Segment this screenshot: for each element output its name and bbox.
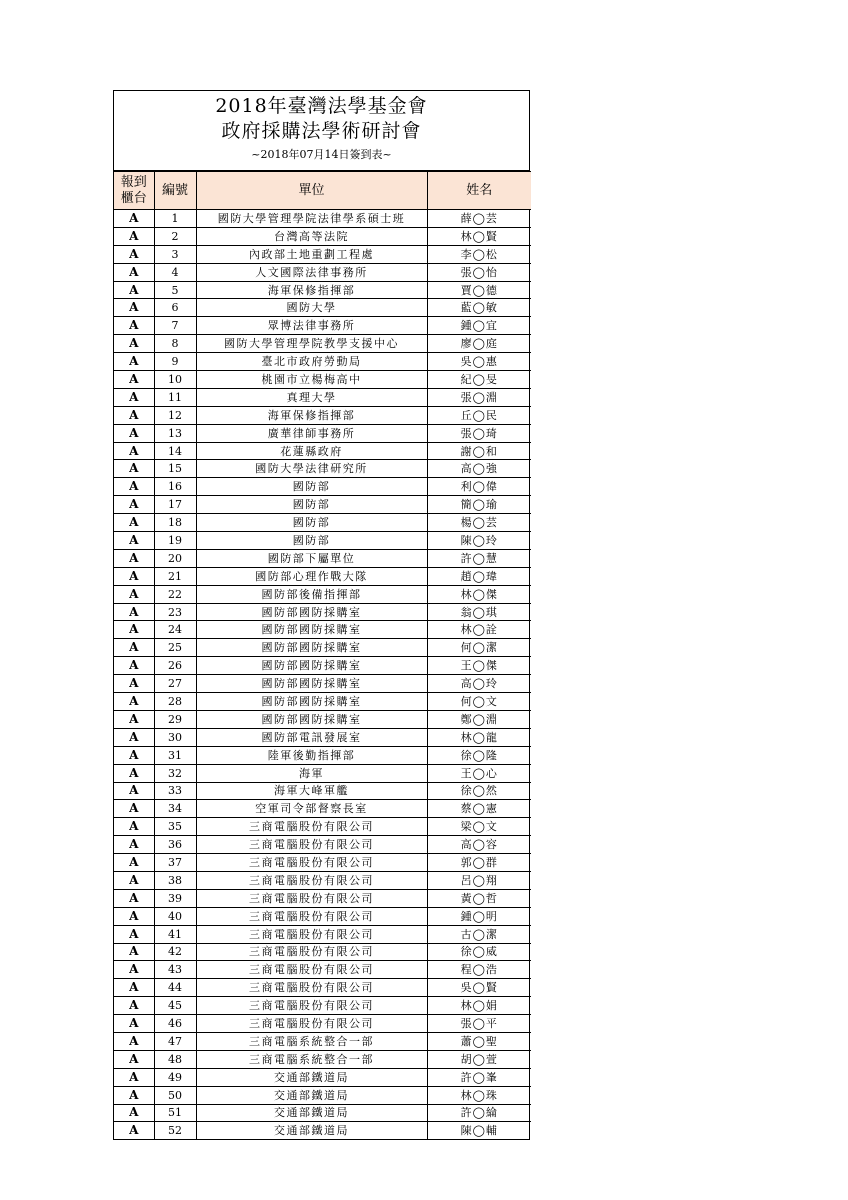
number-cell: 38 — [154, 871, 196, 889]
unit-cell: 廣華律師事務所 — [196, 424, 427, 442]
name-cell: 張◯淵 — [427, 388, 531, 406]
table-row — [114, 907, 531, 925]
table-row — [114, 263, 531, 281]
name-cell: 古◯潔 — [427, 925, 531, 943]
name-cell: 鄭◯淵 — [427, 710, 531, 728]
unit-cell: 國防部電訊發展室 — [196, 728, 427, 746]
table-row — [114, 746, 531, 764]
number-cell: 6 — [154, 299, 196, 317]
unit-cell: 三商電腦股份有限公司 — [196, 925, 427, 943]
unit-cell: 三商電腦股份有限公司 — [196, 943, 427, 961]
table-row — [114, 710, 531, 728]
table-row — [114, 1086, 531, 1104]
unit-cell: 交通部鐵道局 — [196, 1104, 427, 1122]
table-row — [114, 693, 531, 711]
unit-cell: 三商電腦股份有限公司 — [196, 997, 427, 1015]
number-cell: 41 — [154, 925, 196, 943]
name-cell: 高◯玲 — [427, 675, 531, 693]
counter-cell: A — [114, 442, 154, 460]
number-cell: 19 — [154, 532, 196, 550]
counter-cell: A — [114, 585, 154, 603]
number-cell: 30 — [154, 728, 196, 746]
table-row — [114, 567, 531, 585]
unit-cell: 國防部國防採購室 — [196, 621, 427, 639]
unit-cell: 國防大學管理學院法律學系碩士班 — [196, 210, 427, 228]
counter-cell: A — [114, 460, 154, 478]
table-row — [114, 460, 531, 478]
number-cell: 26 — [154, 657, 196, 675]
number-cell: 3 — [154, 245, 196, 263]
number-cell: 10 — [154, 371, 196, 389]
number-cell: 13 — [154, 424, 196, 442]
counter-cell: A — [114, 496, 154, 514]
counter-cell: A — [114, 800, 154, 818]
counter-cell: A — [114, 782, 154, 800]
number-cell: 14 — [154, 442, 196, 460]
unit-cell: 三商電腦股份有限公司 — [196, 979, 427, 997]
number-cell: 45 — [154, 997, 196, 1015]
unit-cell: 交通部鐵道局 — [196, 1086, 427, 1104]
unit-cell: 交通部鐵道局 — [196, 1122, 427, 1139]
counter-cell: A — [114, 1104, 154, 1122]
name-cell: 蕭◯聖 — [427, 1032, 531, 1050]
counter-cell: A — [114, 388, 154, 406]
table-row — [114, 1122, 531, 1139]
name-cell: 高◯強 — [427, 460, 531, 478]
number-cell: 50 — [154, 1086, 196, 1104]
table-row — [114, 1104, 531, 1122]
unit-cell: 空軍司令部督察長室 — [196, 800, 427, 818]
counter-cell: A — [114, 764, 154, 782]
name-cell: 楊◯芸 — [427, 514, 531, 532]
counter-cell: A — [114, 871, 154, 889]
number-cell: 37 — [154, 854, 196, 872]
counter-cell: A — [114, 1050, 154, 1068]
number-cell: 40 — [154, 907, 196, 925]
counter-cell: A — [114, 675, 154, 693]
number-cell: 24 — [154, 621, 196, 639]
table-row — [114, 496, 531, 514]
table-row — [114, 854, 531, 872]
name-cell: 鍾◯明 — [427, 907, 531, 925]
name-cell: 胡◯萱 — [427, 1050, 531, 1068]
unit-cell: 國防部國防採購室 — [196, 639, 427, 657]
unit-cell: 桃園市立楊梅高中 — [196, 371, 427, 389]
number-cell: 28 — [154, 693, 196, 711]
counter-cell: A — [114, 907, 154, 925]
table-row — [114, 657, 531, 675]
number-cell: 46 — [154, 1015, 196, 1033]
name-cell: 呂◯翔 — [427, 871, 531, 889]
table-row — [114, 836, 531, 854]
unit-cell: 交通部鐵道局 — [196, 1068, 427, 1086]
number-cell: 49 — [154, 1068, 196, 1086]
table-row — [114, 281, 531, 299]
number-cell: 39 — [154, 889, 196, 907]
unit-cell: 陸軍後勤指揮部 — [196, 746, 427, 764]
unit-cell: 三商電腦系統整合一部 — [196, 1050, 427, 1068]
counter-cell: A — [114, 1015, 154, 1033]
counter-cell: A — [114, 299, 154, 317]
table-row — [114, 675, 531, 693]
number-cell: 8 — [154, 335, 196, 353]
number-cell: 23 — [154, 603, 196, 621]
counter-cell: A — [114, 854, 154, 872]
name-cell: 吳◯惠 — [427, 353, 531, 371]
title-line-2: 政府採購法學術研討會 — [221, 120, 422, 142]
name-cell: 鍾◯宜 — [427, 317, 531, 335]
unit-cell: 國防部國防採購室 — [196, 603, 427, 621]
counter-cell: A — [114, 836, 154, 854]
number-cell: 32 — [154, 764, 196, 782]
number-cell: 52 — [154, 1122, 196, 1139]
table-row — [114, 442, 531, 460]
unit-cell: 三商電腦股份有限公司 — [196, 961, 427, 979]
number-cell: 21 — [154, 567, 196, 585]
name-cell: 紀◯旻 — [427, 371, 531, 389]
number-cell: 47 — [154, 1032, 196, 1050]
number-cell: 15 — [154, 460, 196, 478]
unit-cell: 三商電腦股份有限公司 — [196, 889, 427, 907]
number-cell: 35 — [154, 818, 196, 836]
name-cell: 張◯琦 — [427, 424, 531, 442]
number-cell: 18 — [154, 514, 196, 532]
name-cell: 何◯文 — [427, 693, 531, 711]
name-cell: 陳◯輔 — [427, 1122, 531, 1139]
name-cell: 廖◯庭 — [427, 335, 531, 353]
unit-cell: 國防部國防採購室 — [196, 675, 427, 693]
table-row — [114, 1068, 531, 1086]
name-cell: 賈◯德 — [427, 281, 531, 299]
name-cell: 王◯心 — [427, 764, 531, 782]
subtitle: ~2018年07月14日簽到表~ — [251, 148, 392, 161]
unit-cell: 國防大學 — [196, 299, 427, 317]
number-cell: 1 — [154, 210, 196, 228]
counter-cell: A — [114, 263, 154, 281]
number-cell: 51 — [154, 1104, 196, 1122]
counter-cell: A — [114, 979, 154, 997]
unit-cell: 三商電腦股份有限公司 — [196, 818, 427, 836]
name-cell: 許◯慧 — [427, 549, 531, 567]
counter-cell: A — [114, 621, 154, 639]
name-cell: 藍◯敏 — [427, 299, 531, 317]
number-cell: 2 — [154, 227, 196, 245]
counter-cell: A — [114, 424, 154, 442]
number-cell: 31 — [154, 746, 196, 764]
table-row — [114, 639, 531, 657]
title-line-1: 2018年臺灣法學基金會 — [215, 95, 428, 117]
table-row — [114, 818, 531, 836]
counter-cell: A — [114, 1068, 154, 1086]
sign-in-sheet — [113, 90, 530, 1140]
name-cell: 徐◯隆 — [427, 746, 531, 764]
unit-cell: 國防部國防採購室 — [196, 657, 427, 675]
unit-cell: 三商電腦股份有限公司 — [196, 854, 427, 872]
name-cell: 簡◯瑜 — [427, 496, 531, 514]
name-cell: 張◯平 — [427, 1015, 531, 1033]
table-row — [114, 299, 531, 317]
name-cell: 陳◯玲 — [427, 532, 531, 550]
table-row — [114, 514, 531, 532]
name-cell: 林◯賢 — [427, 227, 531, 245]
table-row — [114, 728, 531, 746]
table-row — [114, 997, 531, 1015]
counter-cell: A — [114, 335, 154, 353]
unit-cell: 國防部 — [196, 478, 427, 496]
counter-cell: A — [114, 639, 154, 657]
counter-cell: A — [114, 693, 154, 711]
header-name: 姓名 — [427, 172, 531, 210]
number-cell: 44 — [154, 979, 196, 997]
unit-cell: 國防部 — [196, 514, 427, 532]
counter-cell: A — [114, 353, 154, 371]
table-row — [114, 943, 531, 961]
number-cell: 43 — [154, 961, 196, 979]
unit-cell: 國防部 — [196, 532, 427, 550]
table-row — [114, 1032, 531, 1050]
counter-cell: A — [114, 1122, 154, 1139]
name-cell: 許◯綸 — [427, 1104, 531, 1122]
table-row — [114, 388, 531, 406]
name-cell: 利◯偉 — [427, 478, 531, 496]
name-cell: 林◯傑 — [427, 585, 531, 603]
name-cell: 許◯峯 — [427, 1068, 531, 1086]
number-cell: 25 — [154, 639, 196, 657]
unit-cell: 眾博法律事務所 — [196, 317, 427, 335]
counter-cell: A — [114, 514, 154, 532]
unit-cell: 三商電腦股份有限公司 — [196, 836, 427, 854]
table-row — [114, 764, 531, 782]
counter-cell: A — [114, 728, 154, 746]
name-cell: 林◯珠 — [427, 1086, 531, 1104]
header-row — [114, 172, 531, 210]
number-cell: 22 — [154, 585, 196, 603]
name-cell: 張◯怡 — [427, 263, 531, 281]
table-row — [114, 549, 531, 567]
unit-cell: 海軍保修指揮部 — [196, 281, 427, 299]
unit-cell: 花蓮縣政府 — [196, 442, 427, 460]
unit-cell: 海軍保修指揮部 — [196, 406, 427, 424]
table-row — [114, 979, 531, 997]
counter-cell: A — [114, 925, 154, 943]
counter-cell: A — [114, 227, 154, 245]
number-cell: 17 — [154, 496, 196, 514]
header-counter: 報到 櫃台 — [114, 172, 154, 210]
unit-cell: 人文國際法律事務所 — [196, 263, 427, 281]
counter-cell: A — [114, 567, 154, 585]
table-row — [114, 227, 531, 245]
name-cell: 趙◯瑋 — [427, 567, 531, 585]
name-cell: 蔡◯憲 — [427, 800, 531, 818]
counter-cell: A — [114, 1086, 154, 1104]
name-cell: 徐◯威 — [427, 943, 531, 961]
counter-cell: A — [114, 961, 154, 979]
table-row — [114, 621, 531, 639]
counter-cell: A — [114, 943, 154, 961]
name-cell: 何◯潔 — [427, 639, 531, 657]
table-row — [114, 961, 531, 979]
unit-cell: 海軍大峰軍艦 — [196, 782, 427, 800]
table-row — [114, 871, 531, 889]
name-cell: 林◯娟 — [427, 997, 531, 1015]
unit-cell: 台灣高等法院 — [196, 227, 427, 245]
number-cell: 4 — [154, 263, 196, 281]
table-row — [114, 406, 531, 424]
unit-cell: 國防部後備指揮部 — [196, 585, 427, 603]
table-row — [114, 782, 531, 800]
number-cell: 29 — [154, 710, 196, 728]
unit-cell: 內政部土地重劃工程處 — [196, 245, 427, 263]
unit-cell: 國防部 — [196, 496, 427, 514]
unit-cell: 三商電腦股份有限公司 — [196, 871, 427, 889]
name-cell: 徐◯然 — [427, 782, 531, 800]
counter-cell: A — [114, 281, 154, 299]
counter-cell: A — [114, 406, 154, 424]
number-cell: 5 — [154, 281, 196, 299]
number-cell: 36 — [154, 836, 196, 854]
number-cell: 11 — [154, 388, 196, 406]
unit-cell: 國防大學法律研究所 — [196, 460, 427, 478]
unit-cell: 三商電腦股份有限公司 — [196, 907, 427, 925]
title-block — [114, 91, 529, 171]
name-cell: 黃◯哲 — [427, 889, 531, 907]
name-cell: 程◯浩 — [427, 961, 531, 979]
unit-cell: 國防部國防採購室 — [196, 693, 427, 711]
name-cell: 林◯詮 — [427, 621, 531, 639]
table-row — [114, 424, 531, 442]
table-row — [114, 335, 531, 353]
name-cell: 薛◯芸 — [427, 210, 531, 228]
table-row — [114, 532, 531, 550]
number-cell: 12 — [154, 406, 196, 424]
name-cell: 謝◯和 — [427, 442, 531, 460]
counter-cell: A — [114, 889, 154, 907]
header-number: 編號 — [154, 172, 196, 210]
number-cell: 16 — [154, 478, 196, 496]
name-cell: 李◯松 — [427, 245, 531, 263]
header-unit: 單位 — [196, 172, 427, 210]
counter-cell: A — [114, 549, 154, 567]
number-cell: 27 — [154, 675, 196, 693]
table-row — [114, 1050, 531, 1068]
table-row — [114, 603, 531, 621]
sign-in-table — [114, 171, 531, 1139]
unit-cell: 三商電腦股份有限公司 — [196, 1015, 427, 1033]
counter-cell: A — [114, 1032, 154, 1050]
counter-cell: A — [114, 371, 154, 389]
table-row — [114, 210, 531, 228]
counter-cell: A — [114, 997, 154, 1015]
unit-cell: 臺北市政府勞動局 — [196, 353, 427, 371]
table-row — [114, 889, 531, 907]
table-row — [114, 317, 531, 335]
table-row — [114, 353, 531, 371]
number-cell: 33 — [154, 782, 196, 800]
unit-cell: 海軍 — [196, 764, 427, 782]
name-cell: 王◯傑 — [427, 657, 531, 675]
counter-cell: A — [114, 818, 154, 836]
counter-cell: A — [114, 603, 154, 621]
number-cell: 7 — [154, 317, 196, 335]
counter-cell: A — [114, 657, 154, 675]
counter-cell: A — [114, 532, 154, 550]
counter-cell: A — [114, 317, 154, 335]
unit-cell: 國防部國防採購室 — [196, 710, 427, 728]
number-cell: 48 — [154, 1050, 196, 1068]
name-cell: 林◯龍 — [427, 728, 531, 746]
counter-cell: A — [114, 746, 154, 764]
number-cell: 42 — [154, 943, 196, 961]
table-row — [114, 478, 531, 496]
number-cell: 34 — [154, 800, 196, 818]
counter-cell: A — [114, 710, 154, 728]
counter-cell: A — [114, 245, 154, 263]
table-row — [114, 925, 531, 943]
counter-cell: A — [114, 478, 154, 496]
unit-cell: 國防部心理作戰大隊 — [196, 567, 427, 585]
number-cell: 9 — [154, 353, 196, 371]
unit-cell: 國防部下屬單位 — [196, 549, 427, 567]
table-row — [114, 1015, 531, 1033]
table-row — [114, 800, 531, 818]
name-cell: 吳◯賢 — [427, 979, 531, 997]
table-row — [114, 371, 531, 389]
number-cell: 20 — [154, 549, 196, 567]
unit-cell: 國防大學管理學院教學支援中心 — [196, 335, 427, 353]
table-row — [114, 245, 531, 263]
unit-cell: 真理大學 — [196, 388, 427, 406]
unit-cell: 三商電腦系統整合一部 — [196, 1032, 427, 1050]
name-cell: 丘◯民 — [427, 406, 531, 424]
table-row — [114, 585, 531, 603]
name-cell: 高◯容 — [427, 836, 531, 854]
name-cell: 梁◯文 — [427, 818, 531, 836]
name-cell: 翁◯琪 — [427, 603, 531, 621]
counter-cell: A — [114, 210, 154, 228]
name-cell: 郭◯群 — [427, 854, 531, 872]
